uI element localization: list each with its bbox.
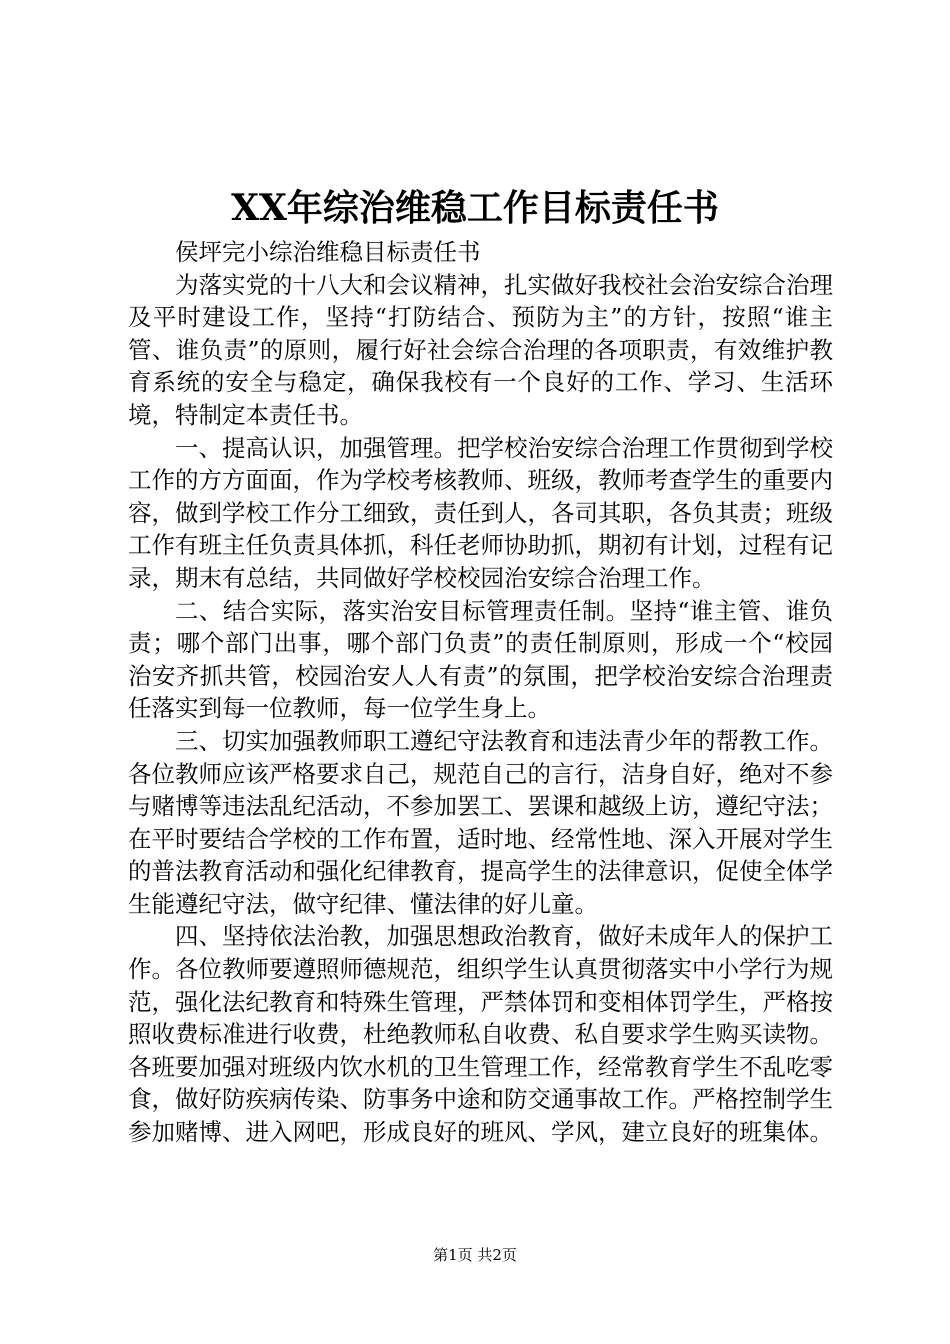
section-four-paragraph: 四、坚持依法治教，加强思想政治教育，做好未成年人的保护工作。各位教师要遵照师德规范，组织学生认真贯彻落实中小学行为规范，强化法纪教育和特殊生管理，严禁体罚和变相体罚学生，严格按照收费标准进行收费，杜绝教师私自收费、私自要求学生购买读物。各班要加强对班级内饮水机的卫生管理工作，经常教育学生不乱吃零食，做好防疾病传染、防事务中途和防交通事故工作。严格控制学生参加赌博、进入网吧，形成良好的班风、学风，建立良好的班集体。 bbox=[128, 922, 833, 1147]
section-three-paragraph: 三、切实加强教师职工遵纪守法教育和违法青少年的帮教工作。各位教师应该严格要求自己，规范自己的言行，洁身自好，绝对不参与赌博等违法乱纪活动，不参加罢工、罢课和越级上访，遵纪守法；在平时要结合学校的工作布置，适时地、经常性地、深入开展对学生的普法教育活动和强化纪律教育，提高学生的法律意识，促使全体学生能遵纪守法，做守纪律、懂法律的好儿童。 bbox=[128, 726, 833, 918]
document-body bbox=[128, 236, 833, 1149]
section-one-paragraph: 一、提高认识，加强管理。把学校治安综合治理工作贯彻到学校工作的方方面面，作为学校考核教师、班级，教师考查学生的重要内容，做到学校工作分工细致，责任到人，各司其职，各负其责；班级工作有班主任负责具体抓，科任老师协助抓，期初有计划，过程有记录，期末有总结，共同做好学校校园治安综合治理工作。 bbox=[128, 433, 833, 592]
document-title: XX年综治维稳工作目标责任书 bbox=[231, 187, 719, 229]
page-number-footer: 第1页 共2页 bbox=[433, 1246, 517, 1264]
section-two-paragraph: 二、结合实际，落实治安目标管理责任制。坚持“谁主管、谁负责；哪个部门出事，哪个部门负责”的责任制原则，形成一个“校园治安齐抓共管，校园治安人人有责”的氛围，把学校治安综合治理责任落实到每一位教师，每一位学生身上。 bbox=[128, 596, 833, 723]
subtitle-paragraph: 侯坪完小综治维稳目标责任书 bbox=[175, 238, 481, 266]
intro-paragraph: 为落实党的十八大和会议精神，扎实做好我校社会治安综合治理及平时建设工作，坚持“打防结合、预防为主”的方针，按照“谁主管、谁负责”的原则，履行好社会综合治理的各项职责，有效维护教育系统的安全与稳定，确保我校有一个良好的工作、学习、生活环境，特制定本责任书。 bbox=[128, 270, 833, 429]
